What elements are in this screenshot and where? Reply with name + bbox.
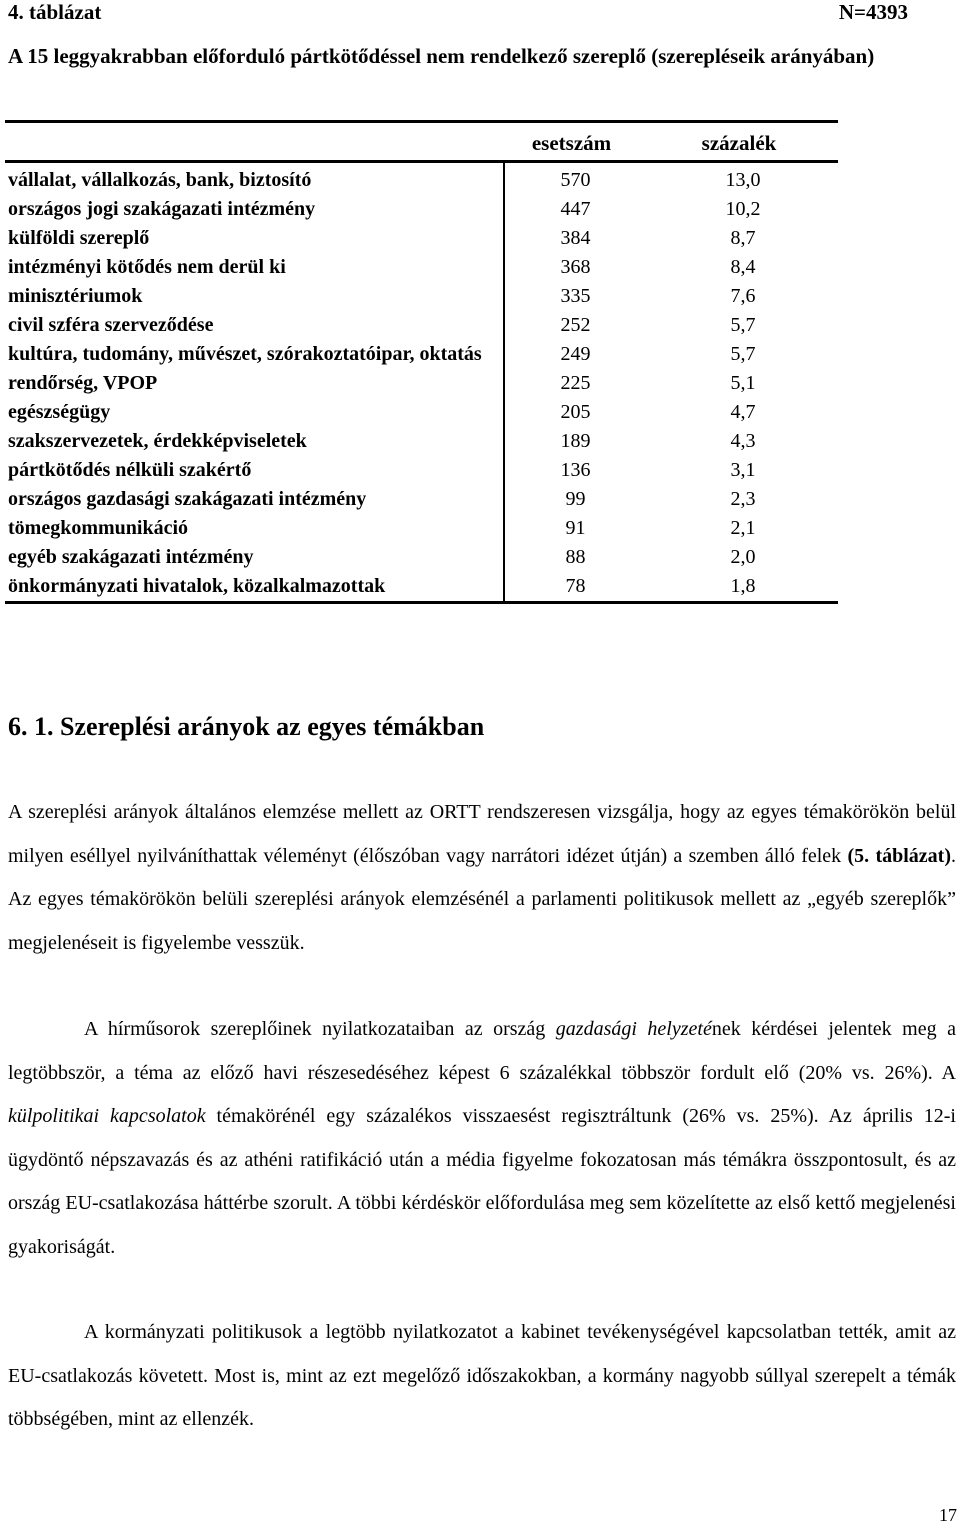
emphasis-foreign-relations: külpolitikai kapcsolatok [8, 1105, 206, 1127]
paragraph-1 [8, 791, 956, 965]
table-row [5, 224, 838, 253]
row-label: kultúra, tudomány, művészet, szórakoztatóipar, oktatás [8, 343, 482, 365]
paragraph-2 [8, 1008, 956, 1269]
row-label: civil szféra szerveződése [8, 314, 214, 336]
row-percent: 7,6 [730, 285, 756, 307]
row-count: 570 [560, 169, 591, 191]
row-percent: 2,0 [730, 546, 756, 568]
row-count: 384 [560, 227, 591, 249]
table-row [5, 311, 838, 340]
row-count: 335 [560, 285, 591, 307]
row-label: minisztériumok [8, 285, 143, 307]
table-caption [8, 0, 908, 26]
row-percent: 2,1 [730, 517, 756, 539]
emphasis-economic-situation: gazdasági helyzeté [555, 1018, 712, 1040]
paragraph-text: A szereplési arányok általános elemzése mellett az ORTT rendszeresen vizsgálja, hogy az egyes témakörökön belül milyen eséllyel nyilváníthattak véleményt (élőszóban vagy narrátori idézet útján) a szemben álló felek [8, 801, 956, 867]
paragraph-text: A kormányzati politikusok a legtöbb nyilatkozatot a kabinet tevékenységével kapcsolatban tették, amit az EU-csatlakozás követett. Most is, mint az ezt megelőző időszakokban, a kormány nagyobb súllyal szerepelt a témák többségében, mint az ellenzék. [8, 1321, 956, 1430]
row-count: 225 [560, 372, 591, 394]
row-label: intézményi kötődés nem derül ki [8, 256, 286, 278]
row-percent: 8,7 [730, 227, 756, 249]
row-count: 91 [565, 517, 586, 539]
row-count: 78 [565, 575, 586, 597]
table-row [5, 514, 838, 543]
table-row [5, 572, 838, 601]
column-header-percent: százalék [701, 131, 777, 155]
table-row [5, 282, 838, 311]
table-row [5, 543, 838, 572]
row-percent: 8,4 [730, 256, 756, 278]
row-label: szakszervezetek, érdekképviseletek [8, 430, 307, 452]
row-label: önkormányzati hivatalok, közalkalmazottak [8, 575, 386, 597]
sample-size: N=4393 [838, 0, 908, 24]
column-header-count: esetszám [531, 131, 612, 155]
page-number: 17 [939, 1505, 957, 1525]
table-row [5, 253, 838, 282]
table-row [5, 369, 838, 398]
paragraph-text: témakörénél egy százalékos visszaesést regisztráltunk (26% vs. 25%). Az április 12-i ügydöntő népszavazás és az athéni ratifikáció után a média figyelme fokozatosan más témákra összpontosult, és az ország EU-csatlakozása háttérbe szorult. A többi kérdéskör előfordulása meg sem közelítette az első kettő megjelenési gyakoriságát. [8, 1105, 956, 1258]
row-label: egyéb szakágazati intézmény [8, 546, 254, 568]
row-count: 99 [565, 488, 586, 510]
row-label: rendőrség, VPOP [8, 372, 158, 394]
table-row [5, 456, 838, 485]
paragraph-text: A hírműsorok szereplőinek nyilatkozataiban az ország [84, 1018, 556, 1040]
row-count: 447 [560, 198, 591, 220]
row-percent: 5,7 [730, 343, 756, 365]
section-heading: 6. 1. Szereplési arányok az egyes témákban [8, 712, 485, 741]
row-percent: 3,1 [730, 459, 756, 481]
table-row [5, 398, 838, 427]
row-label: külföldi szereplő [8, 227, 150, 249]
row-percent: 4,7 [730, 401, 756, 423]
row-count: 88 [565, 546, 586, 568]
table-header [5, 123, 838, 163]
row-label: pártkötődés nélküli szakértő [8, 459, 252, 481]
table-row [5, 485, 838, 514]
table-row [5, 195, 838, 224]
paragraph-3 [8, 1311, 956, 1442]
row-count: 249 [560, 343, 591, 365]
table-title: A 15 leggyakrabban előforduló pártkötődéssel nem rendelkező szereplő (szerepléseik arányában) [8, 44, 875, 68]
table-reference: (5. táblázat) [847, 844, 951, 867]
table-row [5, 166, 838, 195]
row-percent: 1,8 [730, 575, 756, 597]
row-label: országos gazdasági szakágazati intézmény [8, 488, 367, 510]
paragraph-text: nek kérdései jelentek meg a legtöbbször, a téma az előző havi részesedéséhez képest 6 százalékkal többször fordult elő (20% vs. 26%). A [8, 1018, 956, 1084]
row-percent: 5,1 [730, 372, 756, 394]
table-number: 4. táblázat [8, 0, 102, 24]
table-row [5, 427, 838, 456]
row-percent: 5,7 [730, 314, 756, 336]
row-label: országos jogi szakágazati intézmény [8, 198, 316, 220]
row-percent: 13,0 [725, 169, 761, 191]
row-label: tömegkommunikáció [8, 517, 188, 539]
table-row [5, 340, 838, 369]
table-body [5, 163, 838, 601]
row-count: 136 [560, 459, 591, 481]
row-count: 205 [560, 401, 591, 423]
row-count: 252 [560, 314, 591, 336]
row-label: egészségügy [8, 401, 111, 423]
row-label: vállalat, vállalkozás, bank, biztosító [8, 169, 312, 191]
row-percent: 4,3 [730, 430, 756, 452]
paragraph-text: . Az egyes témakörökön belüli szereplési arányok elemzésénél a parlamenti politikusok mellett az „egyéb szereplők” megjelenéseit is figyelembe vesszük. [8, 844, 956, 954]
row-count: 368 [560, 256, 591, 278]
data-table [5, 120, 838, 604]
row-count: 189 [560, 430, 591, 452]
row-percent: 2,3 [730, 488, 756, 510]
row-percent: 10,2 [725, 198, 761, 220]
